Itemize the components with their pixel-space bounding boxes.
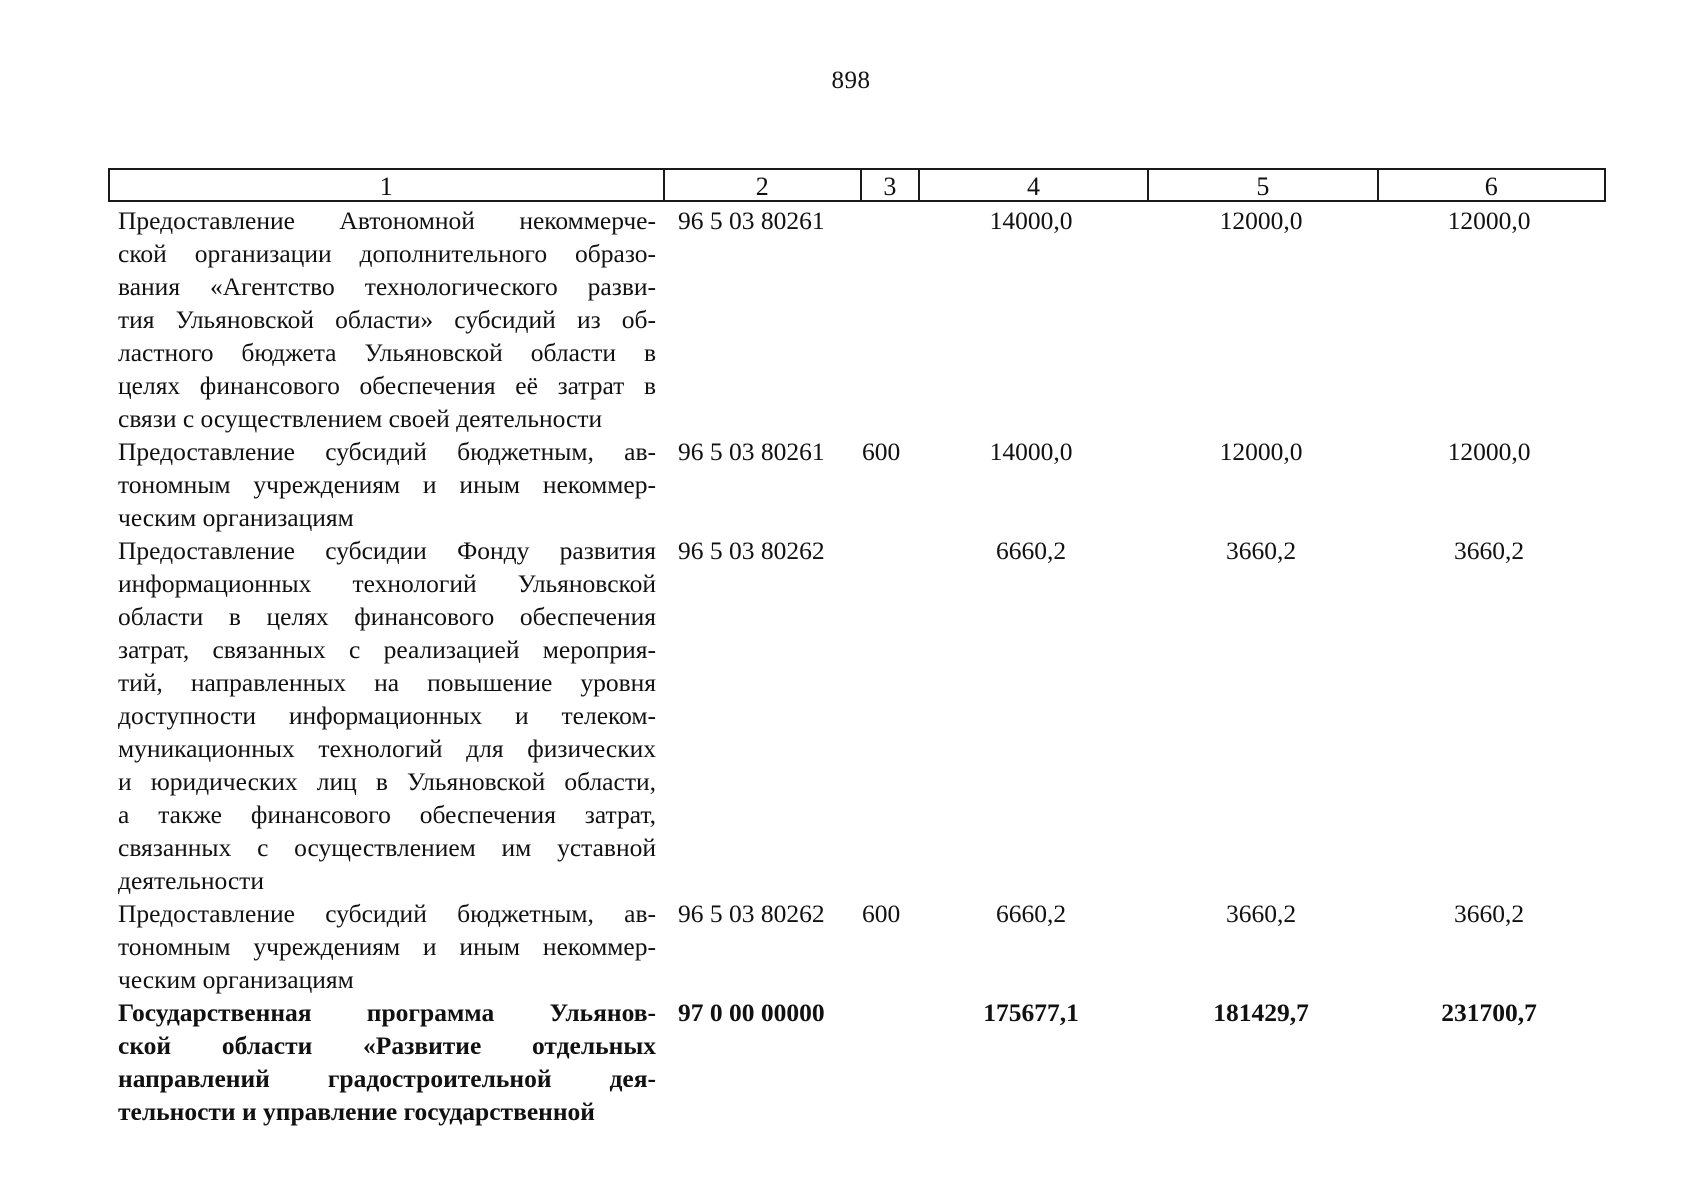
- row-value-col5: 3660,2: [1225, 899, 1297, 928]
- row-value-col5: 3660,2: [1225, 536, 1297, 565]
- row-expense-type: 600: [862, 437, 901, 466]
- row-value-col6: 12000,0: [1447, 206, 1531, 235]
- table-row: [108, 897, 1606, 996]
- table-row: [108, 204, 1606, 435]
- header-col-1: 1: [110, 170, 665, 200]
- description-line: и юридических лиц в Ульяновской области,: [118, 767, 656, 796]
- row-value-col5: 12000,0: [1219, 206, 1303, 235]
- row-value-col4: 14000,0: [989, 437, 1073, 466]
- description-line: деятельности: [118, 866, 264, 895]
- row-value-col6: 3660,2: [1453, 536, 1525, 565]
- row-description: [108, 534, 656, 897]
- row-value-col4: 175677,1: [983, 998, 1079, 1027]
- description-line: Предоставление субсидии Фонду развития: [118, 536, 656, 565]
- header-col-3: 3: [862, 170, 920, 200]
- description-line: информационных технологий Ульяновской: [118, 569, 656, 598]
- row-value-col4: 6660,2: [995, 536, 1067, 565]
- description-line: тий, направленных на повышение уровня: [118, 668, 656, 697]
- description-line: тия Ульяновской области» субсидий из об-: [118, 305, 656, 334]
- row-code: 96 5 03 80261: [678, 206, 825, 235]
- description-line: Предоставление субсидий бюджетным, ав-: [118, 437, 656, 466]
- row-value-col4: 6660,2: [995, 899, 1067, 928]
- table-row: [108, 996, 1606, 1128]
- description-line: целях финансового обеспечения её затрат в: [118, 371, 656, 400]
- row-value-col6: 231700,7: [1441, 998, 1537, 1027]
- description-line: тономным учреждениям и иным некоммер-: [118, 470, 656, 499]
- description-line: связанных с осуществлением им уставной: [118, 833, 656, 862]
- header-col-2: 2: [665, 170, 862, 200]
- row-code: 96 5 03 80262: [678, 536, 825, 565]
- row-value-col4: 14000,0: [989, 206, 1073, 235]
- description-line: ской организации дополнительного образо-: [118, 239, 656, 268]
- description-line: Предоставление Автономной некоммерче-: [118, 206, 656, 235]
- row-value-col6: 12000,0: [1447, 437, 1531, 466]
- row-code: 96 5 03 80262: [678, 899, 825, 928]
- table-header-row: [108, 168, 1606, 202]
- row-expense-type: [854, 204, 916, 435]
- description-line: Государственная программа Ульянов-: [118, 998, 656, 1027]
- row-value-col5: 181429,7: [1213, 998, 1309, 1027]
- row-value-col6: 3660,2: [1453, 899, 1525, 928]
- header-col-6: 6: [1484, 172, 1498, 201]
- header-col-5: 5: [1149, 170, 1378, 200]
- row-expense-type: [854, 996, 916, 1128]
- description-line: Предоставление субсидий бюджетным, ав-: [118, 899, 656, 928]
- description-line: ской области «Развитие отдельных: [118, 1031, 656, 1060]
- description-line: направлений градостроительной дея-: [118, 1064, 656, 1093]
- row-value-col5: 12000,0: [1219, 437, 1303, 466]
- row-description: [108, 204, 656, 435]
- description-line: области в целях финансового обеспечения: [118, 602, 656, 631]
- description-line: доступности информационных и телеком-: [118, 701, 656, 730]
- row-code: 96 5 03 80261: [678, 437, 825, 466]
- header-col-4: 4: [920, 170, 1149, 200]
- row-description: [108, 897, 656, 996]
- description-line: ческим организациям: [118, 503, 354, 532]
- row-code: 97 0 00 00000: [678, 998, 825, 1027]
- description-line: затрат, связанных с реализацией мероприя-: [118, 635, 656, 664]
- table-row: [108, 534, 1606, 897]
- description-line: тономным учреждениям и иным некоммер-: [118, 932, 656, 961]
- table-body: [108, 204, 1606, 1128]
- description-line: связи с осуществлением своей деятельности: [118, 404, 603, 433]
- row-expense-type: [854, 534, 916, 897]
- table-row: [108, 435, 1606, 534]
- row-description: [108, 435, 656, 534]
- page-number: 898: [831, 67, 871, 94]
- description-line: муникационных технологий для физических: [118, 734, 656, 763]
- description-line: ческим организациям: [118, 965, 354, 994]
- row-description: [108, 996, 656, 1128]
- description-line: а также финансового обеспечения затрат,: [118, 800, 656, 829]
- row-expense-type: 600: [862, 899, 901, 928]
- description-line: вания «Агентство технологического разви-: [118, 272, 656, 301]
- description-line: тельности и управление государственной: [118, 1097, 595, 1126]
- description-line: ластного бюджета Ульяновской области в: [118, 338, 656, 367]
